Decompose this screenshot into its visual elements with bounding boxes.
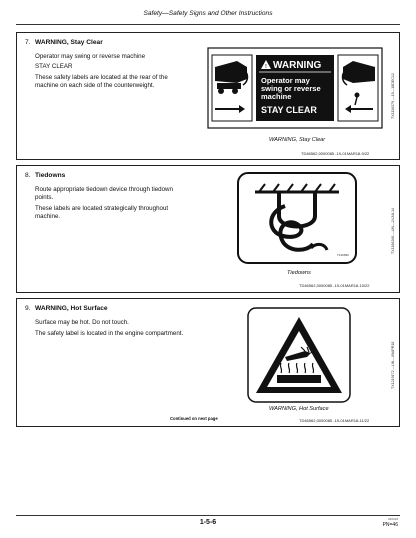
- section-title: 7. WARNING, Stay Clear: [25, 39, 103, 46]
- tiedown-label-image: [237, 172, 357, 264]
- section-title: 8. Tiedowns: [25, 172, 66, 179]
- body-text: machine on each side of the counterweight.: [35, 82, 155, 89]
- section-warning-hot-surface: [16, 298, 400, 427]
- body-text: points.: [35, 194, 54, 201]
- hot-surface-label-image: [247, 307, 351, 403]
- section-tiedowns: [16, 165, 400, 293]
- body-text: Operator may swing or reverse machine: [35, 53, 146, 60]
- figure-caption: WARNING, Stay Clear: [269, 137, 326, 143]
- svg-text:!: !: [265, 64, 267, 70]
- pn-number: PN=46: [382, 522, 398, 528]
- section-title: 9. WARNING, Hot Surface: [25, 305, 108, 312]
- continued-note: Continued on next page: [170, 416, 218, 421]
- figure-caption: Tiedowns: [287, 270, 311, 276]
- figure-id: TX1186268 —UN—24JUL14: [391, 207, 395, 254]
- footer-rule: [16, 515, 400, 516]
- footer-code: 040318: [387, 517, 398, 521]
- body-text: These safety labels are located at the rear of the: [35, 74, 168, 81]
- stay-clear-label-image: [207, 47, 383, 129]
- body-text: Route appropriate tiedown device through tiedown: [35, 186, 173, 193]
- header-title: Safety—Safety Signs and Other Instructions: [143, 10, 273, 17]
- figure-caption: WARNING, Hot Surface: [269, 406, 329, 412]
- body-text: The safety label is located in the engine compartment.: [35, 330, 184, 337]
- image-code: T140690: [337, 253, 349, 257]
- warning-banner: WARNING: [273, 60, 322, 71]
- document-reference: TD46562,0000085 -19-01MAR18-10/22: [299, 283, 370, 288]
- label-line: Operator may: [261, 76, 310, 85]
- body-text: machine.: [35, 213, 61, 220]
- figure-id: TX1116379 —19—18DEC12: [391, 73, 395, 119]
- label-line: machine: [261, 92, 292, 101]
- header-rule: [16, 24, 400, 25]
- page-number: 1-5-6: [199, 519, 217, 526]
- body-text: Surface may be hot. Do not touch.: [35, 319, 129, 326]
- body-text: STAY CLEAR: [35, 63, 73, 70]
- section-warning-stay-clear: [16, 32, 400, 160]
- document-reference: TD46562,0000085 -19-01MAR18-9/22: [301, 151, 370, 156]
- body-text: These labels are located strategically throughout: [35, 205, 169, 212]
- label-line: swing or reverse: [261, 84, 321, 93]
- label-line: STAY CLEAR: [261, 105, 317, 115]
- figure-id: TX1219172 —UN—09APR18: [391, 341, 395, 389]
- document-reference: TD46562,0000085 -19-01MAR18-11/22: [299, 418, 370, 423]
